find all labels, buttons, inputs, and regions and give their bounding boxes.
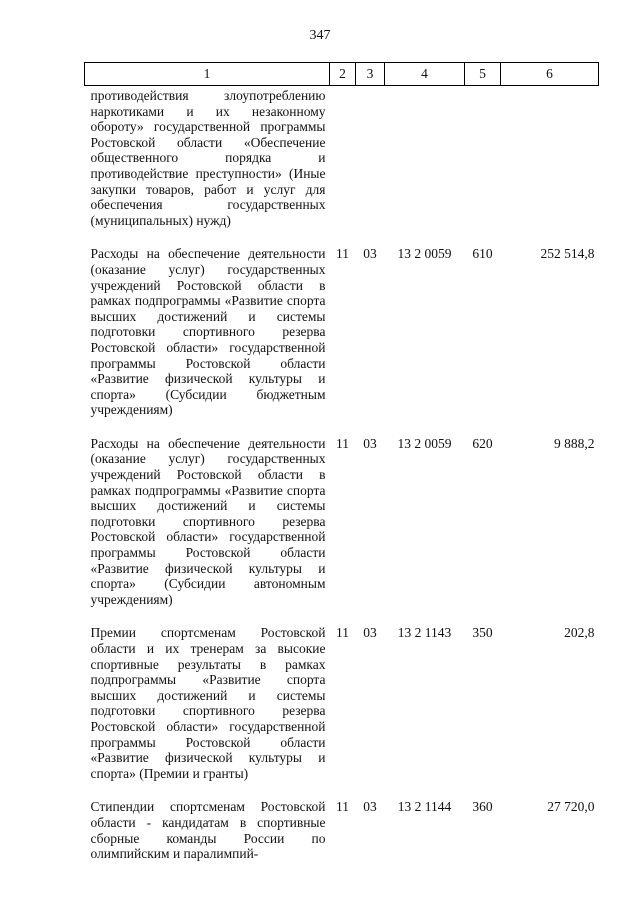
row-expense-type: 360 [472,799,493,815]
table-header [85,63,599,86]
table-row [85,236,599,426]
header-col-6: 6 [501,63,599,86]
table-row [85,789,599,869]
row-expense-type: 350 [472,625,493,641]
row-description: Премии спортсменам Ростовской области и их тренерам за высокие спортивные результаты в рамках подпрограммы «Развитие спорта высших достижений и системы подготовки спортивного резерва Ростовской области» государственной программы Ростовской области «Развитие физической культуры и спорта» (Премии и гранты) [90,625,326,781]
row-expense-type: 610 [472,246,493,262]
header-col-5: 5 [465,63,501,86]
row-section: 11 [336,625,349,641]
header-col-1: 1 [85,63,330,86]
row-description: Расходы на обеспечение деятельности (оказание услуг) государственных учреждений Ростовской области в рамках подпрограммы «Развитие спорта высших достижений и системы подготовки спортивного резерва Ростовской области» государственной программы Ростовской области «Развитие физической культуры и спорта» (Субсидии бюджетным учреждениям) [90,246,326,418]
row-section [330,86,356,237]
header-col-4: 4 [385,63,465,86]
row-target-code: 13 2 1144 [397,799,452,815]
row-amount: 9 888,2 [554,435,595,451]
table-row [85,86,599,237]
budget-table [84,62,599,870]
row-subsection [356,86,385,237]
row-target-code: 13 2 1143 [397,625,452,641]
row-amount [501,86,599,237]
row-target-code: 13 2 0059 [397,246,452,262]
row-section: 11 [336,799,349,815]
table-row [85,426,599,616]
row-amount: 202,8 [564,625,595,641]
row-amount: 27 720,0 [547,799,595,815]
row-description: Стипендии спортсменам Ростовской области - кандидатам в спортивные сборные команды России по олимпийским и паралимпий- [90,799,326,862]
row-expense-type [465,86,501,237]
row-subsection: 03 [363,799,377,815]
page-number: 347 [309,28,331,43]
table-row [85,615,599,789]
row-target-code [385,86,465,237]
row-amount: 252 514,8 [540,246,595,262]
row-subsection: 03 [363,246,377,262]
row-subsection: 03 [363,625,377,641]
row-target-code: 13 2 0059 [397,435,452,451]
row-description: Расходы на обеспечение деятельности (оказание услуг) государственных учреждений Ростовской области в рамках подпрограммы «Развитие спорта высших достижений и системы подготовки спортивного резерва Ростовской области» государственной программы Ростовской области «Развитие физической культуры и спорта» (Субсидии автономным учреждениям) [90,435,326,607]
row-section: 11 [336,246,349,262]
header-col-2: 2 [330,63,356,86]
row-expense-type: 620 [472,435,493,451]
row-section: 11 [336,435,349,451]
header-col-3: 3 [356,63,385,86]
row-description: противодействия злоупотреблению наркотиками и их незаконному обороту» государственной программы Ростовской области «Обеспечение общественного порядка и противодействие преступности» (Иные закупки товаров, работ и услуг для обеспечения государственных (муниципальных) нужд) [90,88,326,228]
row-subsection: 03 [363,435,377,451]
